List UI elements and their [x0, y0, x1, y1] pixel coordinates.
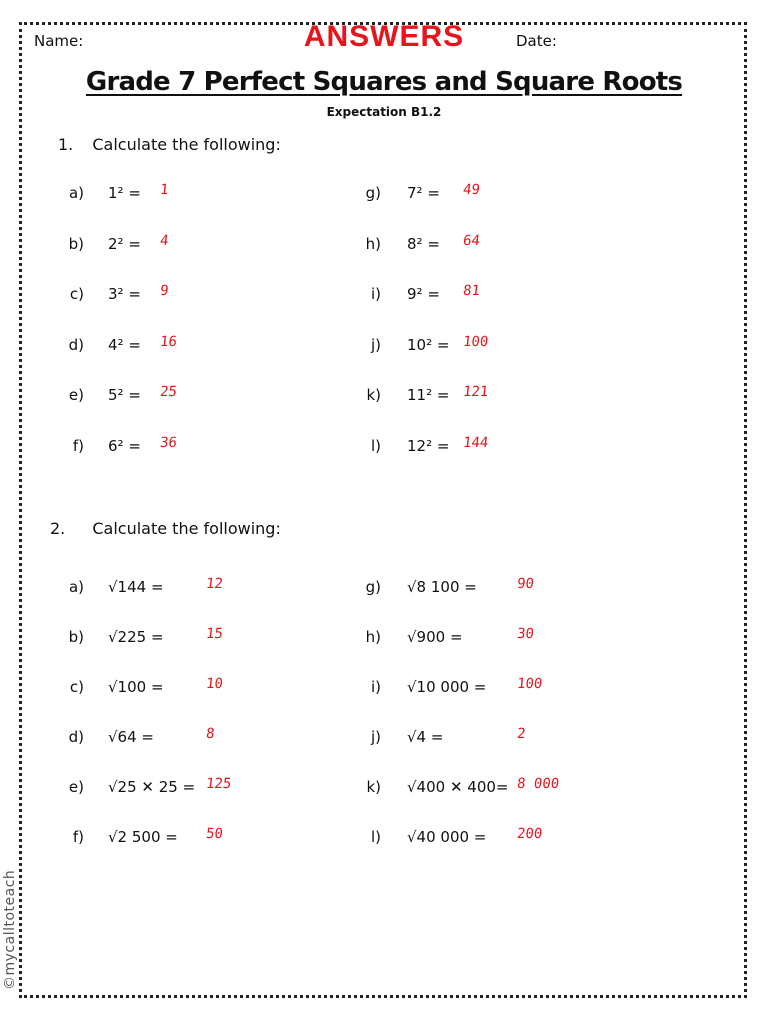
- handwritten-answer: 36: [159, 434, 178, 451]
- question-number: 1.: [58, 135, 74, 154]
- problem-row: [357, 386, 657, 410]
- handwritten-answer: 49: [462, 182, 481, 198]
- handwritten-answer: 81: [462, 283, 481, 299]
- problem-expression: √8 100 =: [407, 578, 477, 596]
- problem-row: [357, 778, 657, 802]
- problem-expression: 10² =: [407, 335, 450, 354]
- problem-expression: 6² =: [108, 436, 141, 455]
- handwritten-answer: 12: [205, 576, 224, 592]
- name-label: Name:: [34, 32, 84, 50]
- handwritten-answer: 16: [159, 333, 178, 350]
- problem-expression: 1² =: [108, 184, 141, 202]
- problem-label: g): [365, 184, 381, 202]
- problem-label: b): [68, 234, 84, 253]
- problem-row: [357, 434, 657, 461]
- problem-expression: √225 =: [108, 628, 164, 646]
- question-1: [58, 135, 281, 154]
- question-2: [50, 519, 281, 538]
- problem-expression: √40 000 =: [407, 828, 487, 846]
- handwritten-answer: 50: [205, 826, 224, 842]
- problem-row: [60, 628, 360, 652]
- problem-row: [60, 285, 360, 309]
- problem-label: d): [68, 728, 84, 746]
- handwritten-answer: 64: [462, 232, 481, 249]
- problem-expression: 4² =: [108, 335, 141, 354]
- problem-label: d): [68, 335, 84, 354]
- problem-label: i): [370, 678, 381, 696]
- problem-expression: 11² =: [407, 386, 450, 404]
- problem-expression: √10 000 =: [407, 678, 487, 696]
- question-number: 2.: [50, 519, 66, 538]
- problem-row: [357, 333, 657, 360]
- problem-row: [60, 386, 360, 410]
- handwritten-answer: 2: [516, 726, 527, 742]
- handwritten-answer: 8: [205, 726, 216, 742]
- problem-label: i): [370, 285, 381, 303]
- problem-row: [60, 728, 360, 752]
- problem-row: [60, 333, 360, 360]
- problem-label: j): [370, 728, 381, 746]
- problem-row: [60, 678, 360, 702]
- handwritten-answer: 125: [205, 776, 233, 792]
- handwritten-answer: 90: [516, 576, 535, 592]
- answers-heading: ANSWERS: [303, 20, 465, 53]
- problem-row: [60, 778, 360, 802]
- problem-row: [60, 232, 360, 259]
- problem-label: j): [370, 335, 381, 354]
- handwritten-answer: 1: [159, 182, 170, 198]
- problem-row: [357, 578, 657, 602]
- problem-expression: 12² =: [407, 436, 450, 455]
- handwritten-answer: 8 000: [516, 776, 560, 792]
- problem-expression: √4 =: [407, 728, 444, 746]
- problem-expression: √64 =: [108, 728, 154, 746]
- problem-expression: 5² =: [108, 386, 141, 404]
- handwritten-answer: 100: [462, 333, 490, 350]
- problem-label: f): [72, 828, 84, 846]
- problem-row: [357, 728, 657, 752]
- problem-label: k): [366, 778, 381, 796]
- problem-expression: √900 =: [407, 628, 463, 646]
- problem-label: c): [69, 678, 84, 696]
- problem-expression: √25 ✕ 25 =: [108, 778, 196, 796]
- handwritten-answer: 100: [516, 676, 544, 692]
- problem-label: f): [72, 436, 84, 455]
- problem-row: [60, 434, 360, 461]
- problem-row: [60, 578, 360, 602]
- handwritten-answer: 121: [462, 384, 490, 400]
- handwritten-answer: 9: [159, 283, 170, 299]
- worksheet-title: Grade 7 Perfect Squares and Square Roots: [85, 67, 683, 97]
- problem-expression: √100 =: [108, 678, 164, 696]
- question-prompt: Calculate the following:: [92, 135, 281, 154]
- handwritten-answer: 4: [159, 232, 170, 249]
- handwritten-answer: 144: [462, 434, 490, 451]
- handwritten-answer: 200: [516, 826, 544, 842]
- problem-expression: 7² =: [407, 184, 440, 202]
- expectation-subtitle: Expectation B1.2: [326, 105, 442, 119]
- problem-label: b): [68, 628, 84, 646]
- problem-expression: 9² =: [407, 285, 440, 303]
- problem-expression: 8² =: [407, 234, 440, 253]
- problem-label: c): [69, 285, 84, 303]
- problem-expression: 3² =: [108, 285, 141, 303]
- problem-label: k): [366, 386, 381, 404]
- problem-row: [60, 184, 360, 208]
- handwritten-answer: 15: [205, 626, 224, 642]
- copyright-watermark: ©mycalltoteach: [2, 869, 18, 990]
- problem-label: l): [370, 436, 381, 455]
- problem-label: h): [365, 234, 381, 253]
- problem-expression: √2 500 =: [108, 828, 178, 846]
- problem-row: [357, 232, 657, 259]
- problem-label: l): [370, 828, 381, 846]
- problem-row: [357, 678, 657, 702]
- problem-expression: 2² =: [108, 234, 141, 253]
- question-prompt: Calculate the following:: [92, 519, 281, 538]
- problem-expression: √400 ✕ 400=: [407, 778, 509, 796]
- date-label: Date:: [516, 32, 557, 50]
- problem-row: [357, 628, 657, 652]
- problem-row: [357, 828, 657, 852]
- problem-label: a): [68, 578, 84, 596]
- handwritten-answer: 10: [205, 676, 224, 692]
- problem-label: e): [68, 386, 84, 404]
- problem-label: e): [68, 778, 84, 796]
- problem-label: a): [68, 184, 84, 202]
- problem-expression: √144 =: [108, 578, 164, 596]
- handwritten-answer: 30: [516, 626, 535, 642]
- problem-row: [357, 285, 657, 309]
- handwritten-answer: 25: [159, 384, 178, 400]
- problem-label: g): [365, 578, 381, 596]
- problem-row: [357, 184, 657, 208]
- problem-label: h): [365, 628, 381, 646]
- problem-row: [60, 828, 360, 852]
